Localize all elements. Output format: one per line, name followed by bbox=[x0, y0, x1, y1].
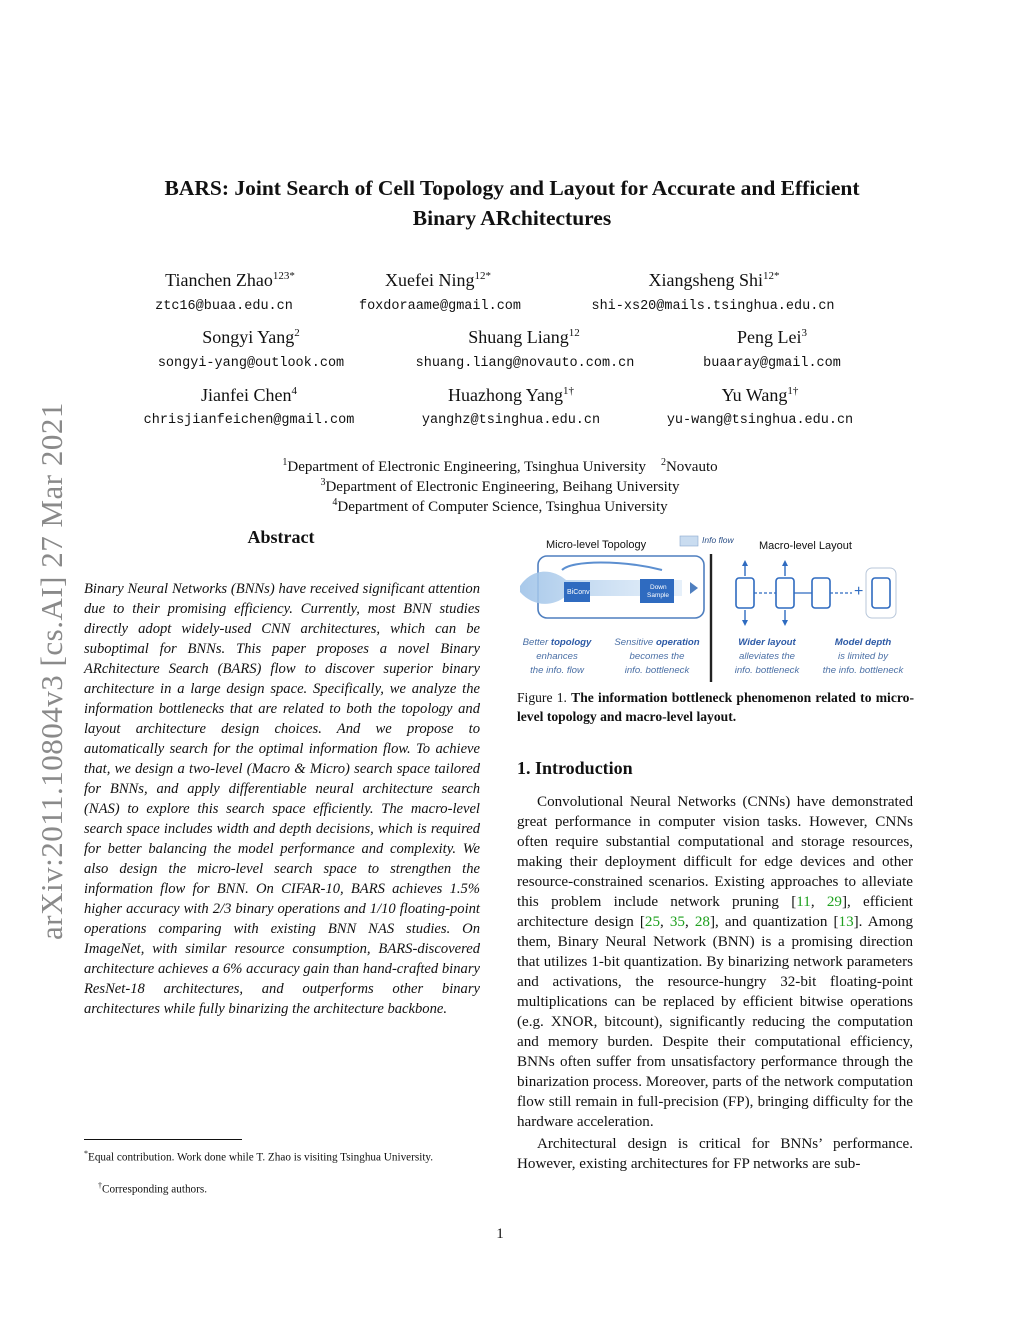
intro-paragraph-1: Convolutional Neural Networks (CNNs) have demonstrated great performance in computer vision tasks. However, CNNs often require substantial computational and storage resources, making their deployment difficult for edge devices and other resource-constrained scenarios. Existing approaches to alleviate this problem include network pruning [11, 29], efficient architecture design [25, 35, 28], and quantization [13]. Among them, Binary Neural Network (BNN) is a promising direction that utilizes 1-bit quantization. By binarizing network parameters and activations, the resource-hungry 32-bit floating-point multiplications can be replaced by efficient bitwise operations (e.g. XNOR, bitcount), significantly reducing the computation and memory burden. Despite their computational efficiency, BNNs often suffer from unsatisfactory performance through the binarization process. Moreover, parts of the network computation flow still remain in full-precision (FP), bringing difficulty for the hardware acceleration. bbox=[517, 794, 913, 1130]
citation-link[interactable]: 35 bbox=[669, 914, 685, 930]
layout-block bbox=[736, 578, 754, 608]
footnote-1: *Equal contribution. Work done while T. Zhao is visiting Tsinghua University. bbox=[84, 1149, 434, 1164]
downsample-label-2: Sample bbox=[647, 592, 670, 599]
macro-level-title: Macro-level Layout bbox=[759, 540, 852, 552]
author-name: Xiangsheng Shi$^{12*}$ bbox=[648, 270, 780, 290]
author-name: Tianchen Zhao$^{123*}$ bbox=[165, 270, 295, 290]
affiliation-line: $^1$Department of Electronic Engineering, Tsinghua University $^2$Novauto bbox=[282, 457, 718, 475]
paper-title bbox=[90, 173, 934, 233]
downsample-block bbox=[640, 579, 674, 603]
downsample-label-1: Down bbox=[650, 584, 667, 591]
micro-level-title: Micro-level Topology bbox=[546, 539, 647, 551]
author-email: yanghz@tsinghua.edu.cn bbox=[421, 413, 601, 428]
biconv-label: BiConv bbox=[567, 589, 590, 596]
author-email: foxdoraame@gmail.com bbox=[358, 299, 522, 314]
layout-block bbox=[812, 578, 830, 608]
citation-link[interactable]: 25 bbox=[644, 914, 660, 930]
author-email: buaaray@gmail.com bbox=[703, 356, 841, 371]
flow-arrowhead bbox=[690, 582, 698, 594]
author-email: chrisjianfeichen@gmail.com bbox=[143, 413, 355, 428]
introduction-heading: 1. Introduction bbox=[517, 758, 633, 778]
author-email: yu-wang@tsinghua.edu.cn bbox=[666, 413, 854, 428]
author-email: ztc16@buaa.edu.cn bbox=[155, 299, 293, 314]
citation-link[interactable]: 11 bbox=[796, 894, 811, 910]
affiliation-line: $^4$Department of Computer Science, Tsinghua University bbox=[332, 497, 668, 515]
author-name: Songyi Yang$^2$ bbox=[202, 327, 300, 347]
info-flow-legend-swatch bbox=[680, 536, 698, 546]
figure-caption-4: Model depth is limited by the info. bottleneck bbox=[822, 637, 904, 676]
figure-caption-3: Wider layout alleviates the info. bottleneck bbox=[734, 637, 800, 676]
footnote-2: †Corresponding authors. bbox=[98, 1181, 208, 1196]
author-email: shuang.liang@novauto.com.cn bbox=[415, 356, 635, 371]
title-line-1: BARS: Joint Search of Cell Topology and Layout for Accurate and Efficient bbox=[164, 176, 860, 200]
footnote-rule bbox=[84, 1139, 242, 1140]
title-line-2: Binary ARchitectures bbox=[412, 206, 612, 230]
citation-link[interactable]: 29 bbox=[826, 894, 842, 910]
figure-1-caption: Figure 1. The information bottleneck phenomenon related to micro-level topology and macro-level layout. bbox=[517, 690, 914, 724]
layout-block bbox=[872, 578, 890, 608]
citation-link[interactable]: 28 bbox=[694, 914, 710, 930]
author-name: Yu Wang$^{1\dagger}$ bbox=[721, 385, 799, 405]
figure-caption-2: Sensitive operation becomes the info. bottleneck bbox=[614, 637, 700, 676]
figure-caption-1: Better topology enhances the info. flow bbox=[522, 637, 592, 676]
introduction-body bbox=[517, 792, 913, 1174]
figure-1 bbox=[512, 530, 914, 682]
author-name: Huazhong Yang$^{1\dagger}$ bbox=[448, 385, 574, 405]
plus-icon: + bbox=[854, 583, 864, 600]
affiliation-line: $^3$Department of Electronic Engineering, Beihang University bbox=[320, 477, 680, 495]
abstract-heading: Abstract bbox=[247, 527, 315, 547]
author-email: songyi-yang@outlook.com bbox=[157, 356, 345, 371]
layout-block bbox=[776, 578, 794, 608]
info-flow-legend: Info flow bbox=[702, 535, 734, 545]
author-name: Shuang Liang$^{12}$ bbox=[468, 327, 580, 347]
abstract-text: Binary Neural Networks (BNNs) have received significant attention due to their promising efficiency. Currently, most BNN studies directly adopt widely-used CNN architectures, which can be suboptimal for BNNs. This paper proposes a novel Binary ARchitecture Search (BARS) flow to discover superior binary architecture in a large design space. Specifically, we analyze the information bottlenecks that are related to both the topology and layout architecture design choices. And we propose to automatically search for the optimal information flow. To achieve that, we design a two-level (Macro & Micro) search space tailored for BNNs, and apply differentiable neural architecture search (NAS) to explore this search space efficiently. The macro-level search space includes width and depth decisions, which is required for better balancing the model performance and complexity. We also design the micro-level search space to strengthen the information flow for BNN. On CIFAR-10, BARS achieves 1.5% higher accuracy with 2/3 binary operations and 1/10 floating-point operations comparing with existing BNN NAS studies. On ImageNet, with similar resource consumption, BARS-discovered architecture achieves a 6% accuracy gain than hand-crafted binary ResNet-18 architectures, and outperforms other binary architectures while fully binarizing the architecture backbone. bbox=[84, 581, 480, 1017]
arxiv-stamp: arXiv:2011.10804v3 [cs.AI] 27 Mar 2021 bbox=[34, 402, 69, 940]
citation-link[interactable]: 13 bbox=[838, 914, 854, 930]
author-email: shi-xs20@mails.tsinghua.edu.cn bbox=[591, 299, 835, 314]
intro-paragraph-2: Architectural design is critical for BNNs’ performance. However, existing architectures for FP networks are sub- bbox=[517, 1136, 913, 1172]
page-number: 1 bbox=[496, 1226, 504, 1242]
skip-connection-arrow bbox=[562, 563, 662, 571]
author-name: Peng Lei$^3$ bbox=[737, 327, 807, 347]
author-name: Xuefei Ning$^{12*}$ bbox=[385, 270, 491, 290]
author-name: Jianfei Chen$^4$ bbox=[201, 385, 297, 405]
